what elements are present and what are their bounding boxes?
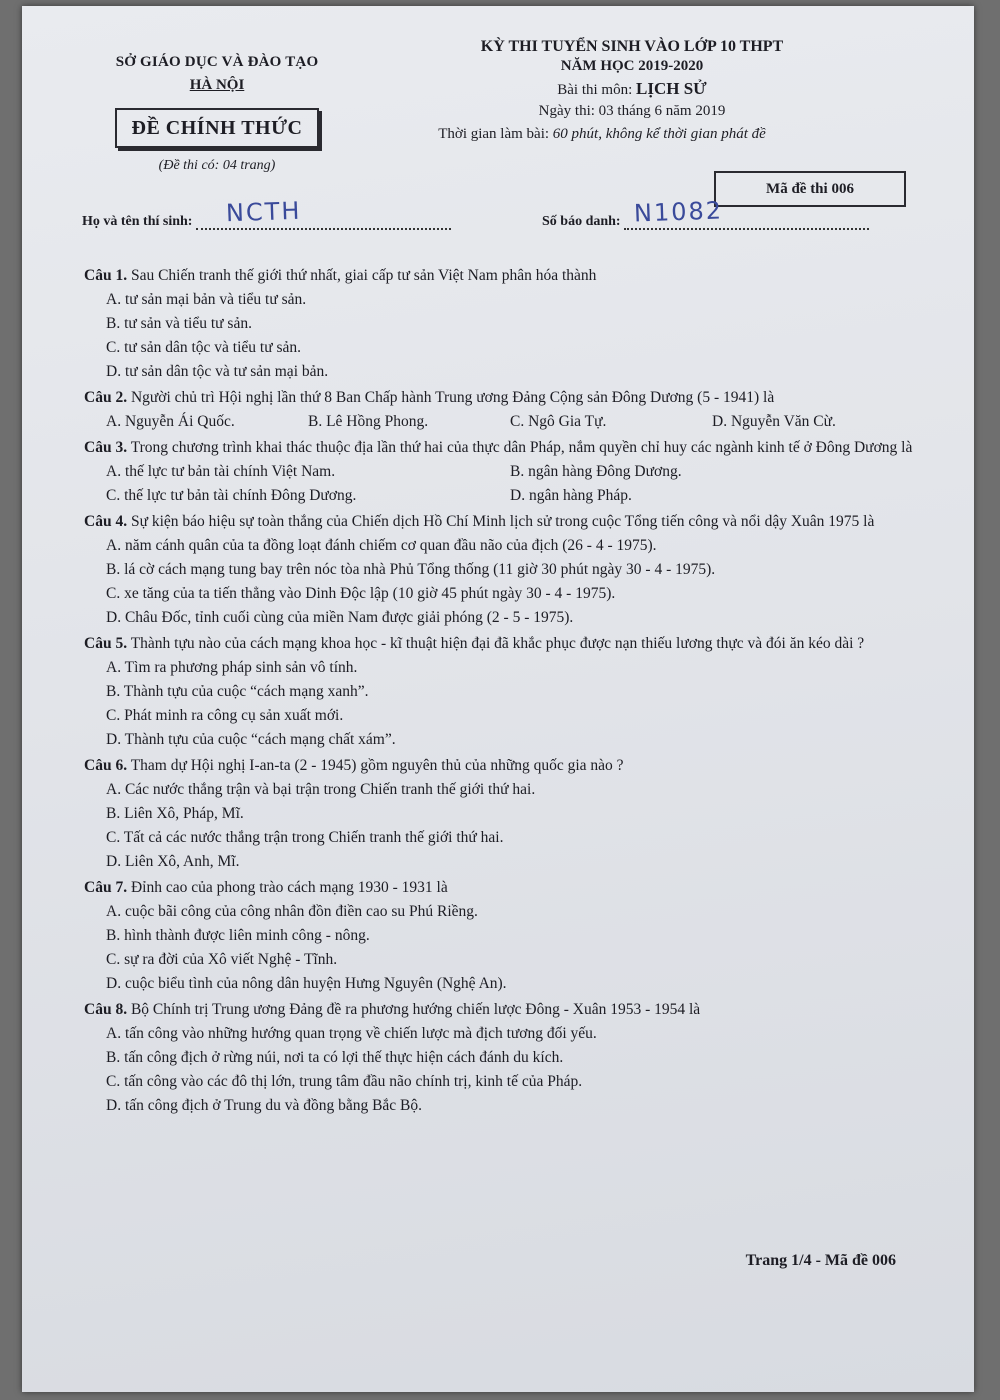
question-list xyxy=(84,264,914,1120)
candidate-name-label: Họ và tên thí sinh: xyxy=(82,214,193,229)
city-name: HÀ NỘI xyxy=(189,77,245,93)
question-4 xyxy=(84,510,914,630)
question-label: Câu 1. xyxy=(84,267,128,284)
option-a: A. Nguyễn Ái Quốc. xyxy=(106,413,235,430)
question-label: Câu 2. xyxy=(84,389,128,406)
option-a: A. tư sản mại bản và tiểu tư sản. xyxy=(106,291,307,308)
option-row xyxy=(84,460,914,484)
question-label: Câu 4. xyxy=(84,513,128,530)
option-b: B. hình thành được liên minh công - nông. xyxy=(106,927,370,944)
exam-date: Ngày thi: 03 tháng 6 năm 2019 xyxy=(538,103,726,119)
option-c: C. tư sản dân tộc và tiểu tư sản. xyxy=(106,339,302,356)
official-label: ĐỀ CHÍNH THỨC xyxy=(115,108,319,148)
option-a: A. thế lực tư bản tài chính Việt Nam. xyxy=(106,463,336,480)
page-count-note: (Đề thi có: 04 trang) xyxy=(158,158,276,173)
option-row xyxy=(84,410,914,434)
question-8 xyxy=(84,998,914,1118)
question-2 xyxy=(84,386,914,434)
option-c: C. Phát minh ra công cụ sản xuất mới. xyxy=(106,707,344,724)
page-footer: Trang 1/4 - Mã đề 006 xyxy=(745,1252,896,1269)
exam-code: Mã đề thi 006 xyxy=(714,171,906,207)
option-b: B. ngân hàng Đông Dương. xyxy=(510,463,682,480)
option-b: B. Thành tựu của cuộc “cách mạng xanh”. xyxy=(106,683,369,700)
option-a: A. Các nước thắng trận và bại trận trong Chiến tranh thế giới thứ hai. xyxy=(106,781,536,798)
option-c: C. thế lực tư bản tài chính Đông Dương. xyxy=(106,487,357,504)
option-d: D. tư sản dân tộc và tư sản mại bản. xyxy=(106,363,329,380)
question-text: Đỉnh cao của phong trào cách mạng 1930 - 1931 là xyxy=(130,879,448,896)
time-prefix: Thời gian làm bài: xyxy=(438,126,550,142)
option-d: D. Liên Xô, Anh, Mĩ. xyxy=(106,853,240,870)
option-b: B. tư sản và tiểu tư sản. xyxy=(106,315,252,332)
option-d: D. cuộc biểu tình của nông dân huyện Hưng Nguyên (Nghệ An). xyxy=(106,975,507,992)
option-b: B. lá cờ cách mạng tung bay trên nóc tòa nhà Phủ Tổng thống (11 giờ 30 phút ngày 30 - 4 - 1975). xyxy=(106,561,716,578)
option-a: A. năm cánh quân của ta đồng loạt đánh chiếm cơ quan đầu não của địch (26 - 4 - 1975). xyxy=(106,537,657,554)
question-label: Câu 5. xyxy=(84,635,128,652)
option-c: C. sự ra đời của Xô viết Nghệ - Tĩnh. xyxy=(106,951,338,968)
time-detail: 60 phút, không kể thời gian phát đề xyxy=(552,126,766,142)
question-1 xyxy=(84,264,914,384)
candidate-number-label: Số báo danh: xyxy=(542,214,621,229)
option-a: A. tấn công vào những hướng quan trọng về chiến lược mà địch tương đối yếu. xyxy=(106,1025,597,1042)
candidate-name-handwriting: NCTH xyxy=(225,196,302,228)
option-a: A. cuộc bãi công của công nhân đồn điền cao su Phú Riềng. xyxy=(106,903,478,920)
option-a: A. Tìm ra phương pháp sinh sản vô tính. xyxy=(106,659,358,676)
option-b: B. Lê Hồng Phong. xyxy=(308,413,429,430)
option-b: B. tấn công địch ở rừng núi, nơi ta có lợi thế thực hiện cách đánh du kích. xyxy=(106,1049,564,1066)
exam-title: KỲ THI TUYỂN SINH VÀO LỚP 10 THPT xyxy=(480,38,784,55)
option-c: C. tấn công vào các đô thị lớn, trung tâm đầu não chính trị, kinh tế của Pháp. xyxy=(106,1073,583,1090)
question-text: Bộ Chính trị Trung ương Đảng đề ra phương hướng chiến lược Đông - Xuân 1953 - 1954 là xyxy=(130,1001,701,1018)
exam-paper xyxy=(22,6,974,1392)
question-label: Câu 3. xyxy=(84,439,128,456)
option-d: D. tấn công địch ở Trung du và đồng bằng Bắc Bộ. xyxy=(106,1097,423,1114)
question-label: Câu 7. xyxy=(84,879,128,896)
exam-info-block xyxy=(412,38,852,143)
candidate-name-field xyxy=(196,196,451,230)
option-c: C. xe tăng của ta tiến thẳng vào Dinh Độc lập (10 giờ 45 phút ngày 30 - 4 - 1975). xyxy=(106,585,616,602)
option-c: C. Tất cả các nước thắng trận trong Chiến tranh thế giới thứ hai. xyxy=(106,829,504,846)
question-label: Câu 8. xyxy=(84,1001,128,1018)
time-line xyxy=(352,126,852,143)
question-text: Sau Chiến tranh thế giới thứ nhất, giai cấp tư sản Việt Nam phân hóa thành xyxy=(130,267,597,284)
subject-name: LỊCH SỬ xyxy=(636,79,707,98)
question-6 xyxy=(84,754,914,874)
question-text: Tham dự Hội nghị I-an-ta (2 - 1945) gồm nguyên thủ của những quốc gia nào ? xyxy=(130,757,624,774)
question-text: Người chủ trì Hội nghị lần thứ 8 Ban Chấp hành Trung ương Đảng Cộng sản Đông Dương (5 - 1941) là xyxy=(130,389,775,406)
subject-prefix: Bài thi môn: xyxy=(557,82,633,98)
option-b: B. Liên Xô, Pháp, Mĩ. xyxy=(106,805,244,822)
option-c: C. Ngô Gia Tự. xyxy=(510,413,607,430)
issuer-block xyxy=(92,54,342,174)
question-label: Câu 6. xyxy=(84,757,128,774)
question-5 xyxy=(84,632,914,752)
candidate-number-field xyxy=(624,196,869,230)
option-d: D. ngân hàng Pháp. xyxy=(510,487,632,504)
question-text: Trong chương trình khai thác thuộc địa lần thứ hai của thực dân Pháp, nắm quyền chỉ huy các ngành kinh tế ở Đông Dương là xyxy=(130,439,913,456)
option-d: D. Thành tựu của cuộc “cách mạng chất xám”. xyxy=(106,731,396,748)
school-year: NĂM HỌC 2019-2020 xyxy=(560,58,704,74)
candidate-number-handwriting: N1082 xyxy=(633,196,724,228)
option-d: D. Nguyễn Văn Cừ. xyxy=(712,413,836,430)
option-d: D. Châu Đốc, tỉnh cuối cùng của miền Nam được giải phóng (2 - 5 - 1975). xyxy=(106,609,574,626)
question-7 xyxy=(84,876,914,996)
department-name: SỞ GIÁO DỤC VÀ ĐÀO TẠO xyxy=(115,54,319,70)
candidate-number-row xyxy=(542,196,869,230)
question-3 xyxy=(84,436,914,508)
subject-line xyxy=(412,79,852,99)
question-text: Sự kiện báo hiệu sự toàn thắng của Chiến dịch Hồ Chí Minh lịch sử trong cuộc Tổng tiến công và nổi dậy Xuân 1975 là xyxy=(130,513,875,530)
question-text: Thành tựu nào của cách mạng khoa học - kĩ thuật hiện đại đã khắc phục được nạn thiếu lương thực và đói ăn kéo dài ? xyxy=(130,635,865,652)
option-row xyxy=(84,484,914,508)
candidate-name-row xyxy=(82,196,451,230)
